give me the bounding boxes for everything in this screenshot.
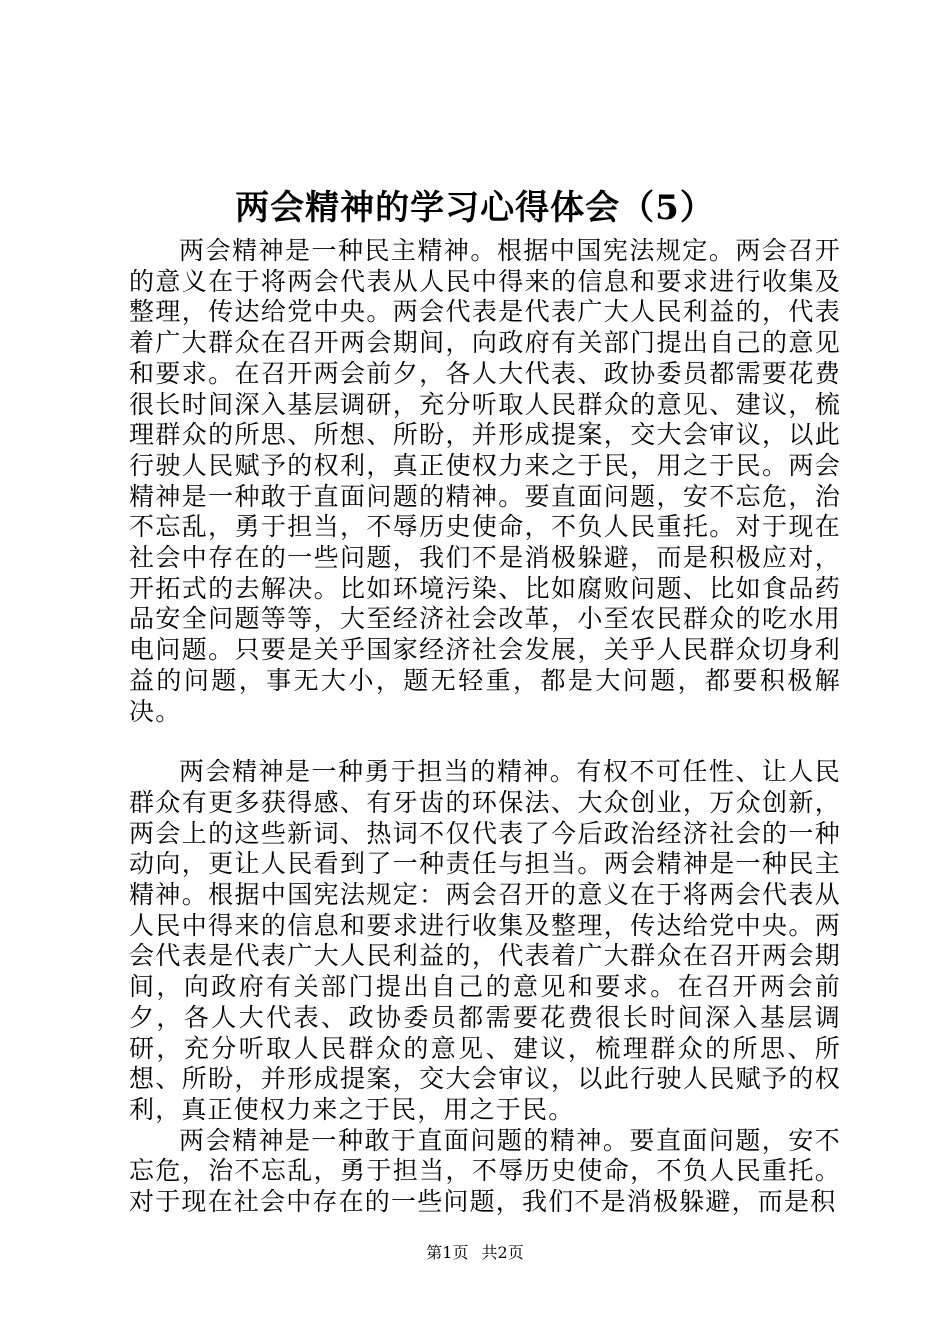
document-title: 两会精神的学习心得体会（5） <box>235 188 715 228</box>
paragraph-3: 两会精神是一种敢于直面问题的精神。要直面问题，安不忘危，治不忘乱，勇于担当，不辱历史使命，不负人民重托。对于现在社会中存在的一些问题，我们不是消极躲避，而是积 <box>129 1125 841 1217</box>
paragraph-2: 两会精神是一种勇于担当的精神。有权不可任性、让人民群众有更多获得感、有牙齿的环保法、大众创业，万众创新，两会上的这些新词、热词不仅代表了今后政治经济社会的一种动向，更让人民看到了一种责任与担当。两会精神是一种民主精神。根据中国宪法规定：两会召开的意义在于将两会代表从人民中得来的信息和要求进行收集及整理，传达给党中央。两会代表是代表广大人民利益的，代表着广大群众在召开两会期间，向政府有关部门提出自己的意见和要求。在召开两会前夕，各人大代表、政协委员都需要花费很长时间深入基层调研，充分听取人民群众的意见、建议，梳理群众的所思、所想、所盼，并形成提案，交大会审议，以此行驶人民赋予的权利，真正使权力来之于民，用之于民。 <box>129 757 841 1124</box>
page-number: 第1页 <box>426 1243 469 1262</box>
document-body <box>129 236 841 1218</box>
page-footer <box>0 1242 950 1264</box>
page-total: 共2页 <box>481 1243 524 1262</box>
paragraph-1: 两会精神是一种民主精神。根据中国宪法规定。两会召开的意义在于将两会代表从人民中得来的信息和要求进行收集及整理，传达给党中央。两会代表是代表广大人民利益的，代表着广大群众在召开两会期间，向政府有关部门提出自己的意见和要求。在召开两会前夕，各人大代表、政协委员都需要花费很长时间深入基层调研，充分听取人民群众的意见、建议，梳理群众的所思、所想、所盼，并形成提案，交大会审议，以此行驶人民赋予的权利，真正使权力来之于民，用之于民。两会精神是一种敢于直面问题的精神。要直面问题，安不忘危，治不忘乱，勇于担当，不辱历史使命，不负人民重托。对于现在社会中存在的一些问题，我们不是消极躲避，而是积极应对，开拓式的去解决。比如环境污染、比如腐败问题、比如食品药品安全问题等等，大至经济社会改革，小至农民群众的吃水用电问题。只要是关乎国家经济社会发展，关乎人民群众切身利益的问题，事无大小，题无轻重，都是大问题，都要积极解决。 <box>129 236 841 726</box>
